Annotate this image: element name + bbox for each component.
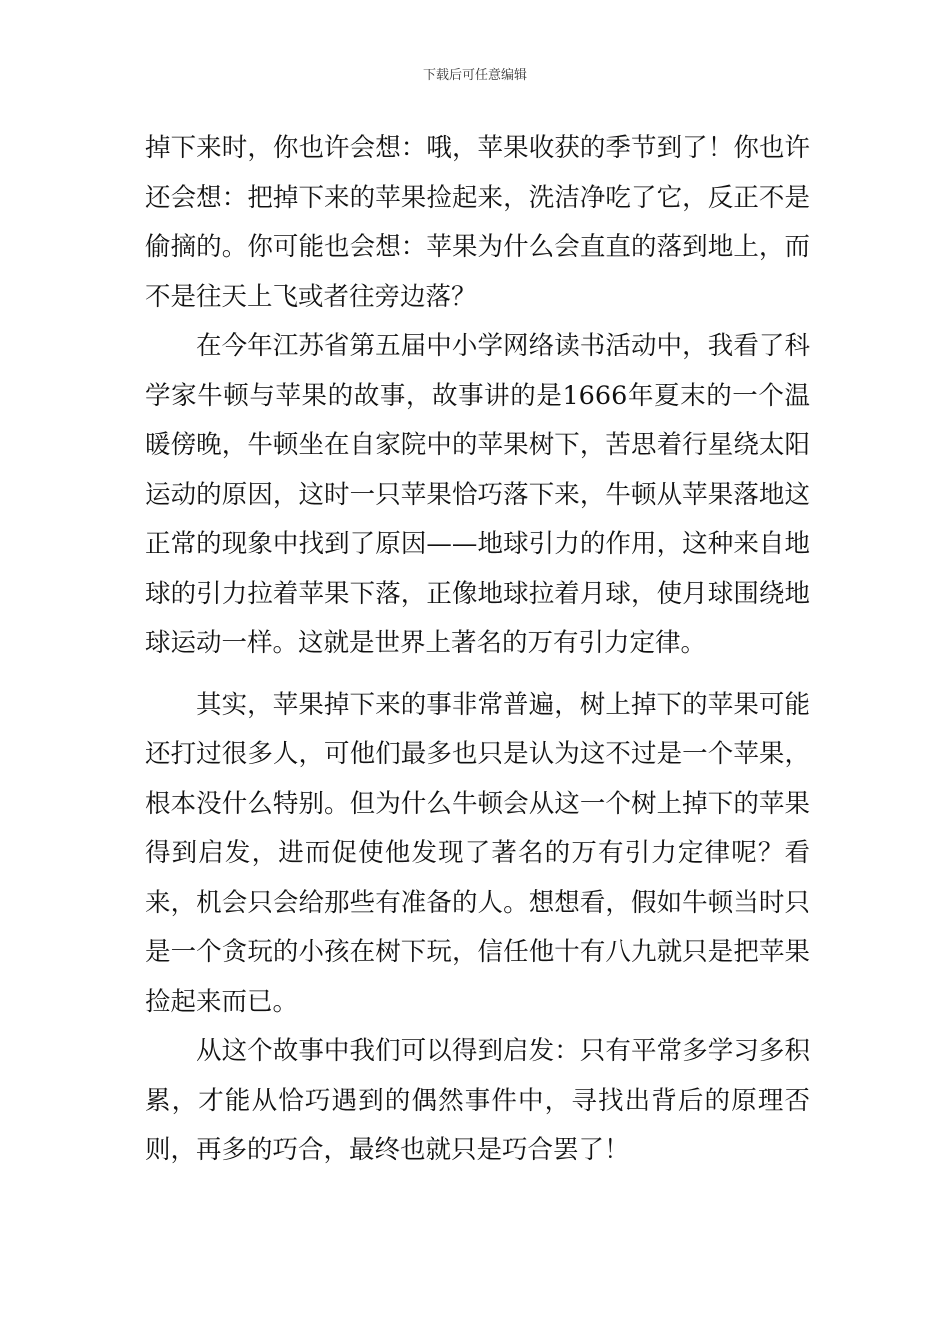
document-body: [145, 124, 810, 1176]
paragraph-2: 在今年江苏省第五届中小学网络读书活动中，我看了科学家牛顿与苹果的故事，故事讲的是1666年夏末的一个温暖傍晚，牛顿坐在自家院中的苹果树下，苦思着行星绕太阳运动的原因，这时一只苹果恰巧落下来，牛顿从苹果落地这正常的现象中找到了原因——地球引力的作用，这种来自地球的引力拉着苹果下落，正像地球拉着月球，使月球围绕地球运动一样。这就是世界上著名的万有引力定律。: [145, 331, 810, 658]
page-header: 下载后可任意编辑: [422, 68, 527, 83]
paragraph-3: 其实，苹果掉下来的事非常普遍，树上掉下的苹果可能还打过很多人，可他们最多也只是认为这不过是一个苹果，根本没什么特别。但为什么牛顿会从这一个树上掉下的苹果得到启发，进而促使他发现了著名的万有引力定律呢？看来，机会只会给那些有准备的人。想想看，假如牛顿当时只是一个贪玩的小孩在树下玩，信任他十有八九就只是把苹果捡起来而已。: [145, 689, 810, 1017]
paragraph-4: 从这个故事中我们可以得到启发：只有平常多学习多积累，才能从恰巧遇到的偶然事件中，寻找出背后的原理否则，再多的巧合，最终也就只是巧合罢了！: [145, 1036, 810, 1165]
paragraph-1: 掉下来时，你也许会想：哦，苹果收获的季节到了！你也许还会想：把掉下来的苹果捡起来，洗洁净吃了它，反正不是偷摘的。你可能也会想：苹果为什么会直直的落到地上，而不是往天上飞或者往旁边落？: [145, 133, 810, 312]
